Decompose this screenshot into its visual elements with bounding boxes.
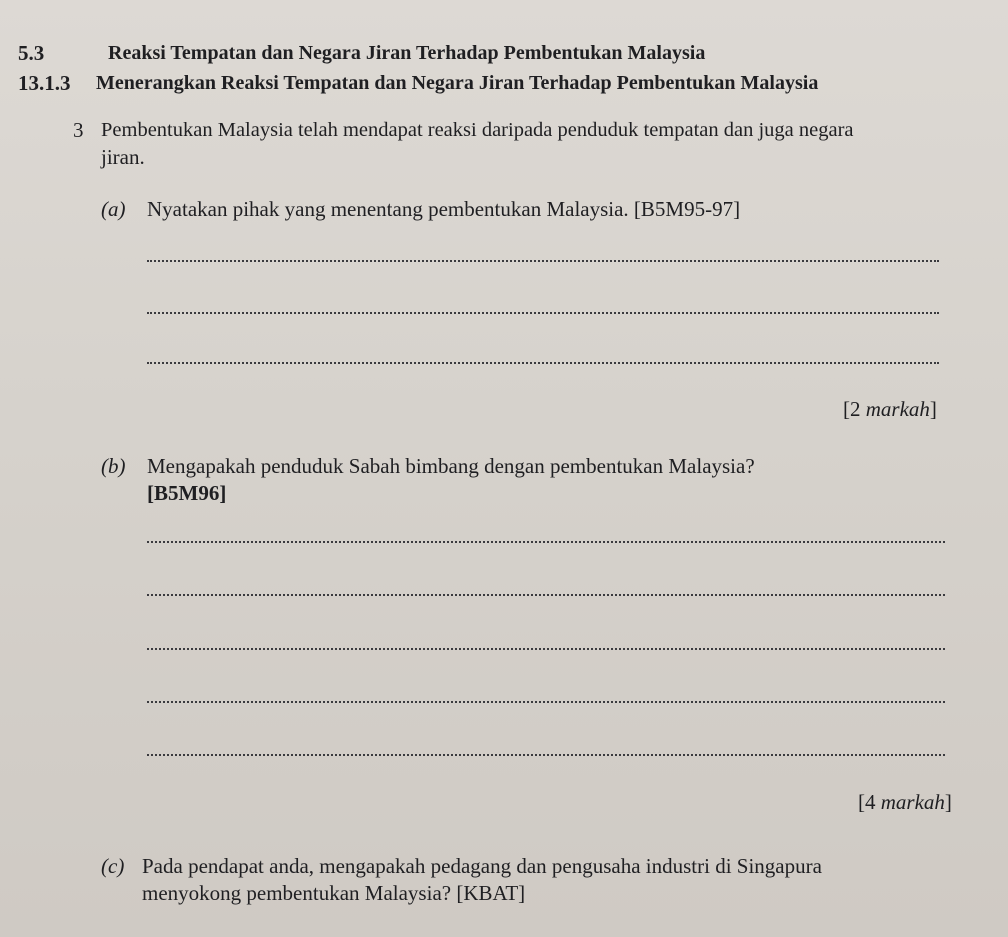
part-b-answer-line-5[interactable] [147,754,945,756]
part-b-answer-line-2[interactable] [147,594,945,596]
part-b-marks-text: [4 markah] [858,790,952,814]
part-b-question-line-1: Mengapakah penduduk Sabah bimbang dengan pembentukan Malaysia? [147,454,755,478]
subtopic-number: 5.3 [18,41,45,65]
part-b-label: (b) [101,454,126,478]
part-b-answer-line-4[interactable] [147,701,945,703]
part-c-question-line-2: menyokong pembentukan Malaysia? [KBAT] [142,881,526,905]
part-c-label: (c) [101,854,125,878]
part-a-marks [843,396,937,422]
standard-number: 13.1.3 [18,71,71,95]
part-a-answer-line-3[interactable] [147,362,939,364]
part-a-answer-line-1[interactable] [147,260,939,262]
part-b-answer-line-1[interactable] [147,541,945,543]
question-number: 3 [73,118,84,142]
standard-title: Menerangkan Reaksi Tempatan dan Negara Jiran Terhadap Pembentukan Malaysia [96,72,819,94]
part-a-question: Nyatakan pihak yang menentang pembentukan Malaysia. [B5M95-97] [147,197,741,221]
part-b-question-line-2: [B5M96] [147,481,227,505]
part-a-label: (a) [101,197,126,221]
question-stem-line-2: jiran. [101,145,145,169]
subtopic-title: Reaksi Tempatan dan Negara Jiran Terhadap Pembentukan Malaysia [108,42,706,64]
part-b-marks [858,789,952,815]
part-c-question-line-1: Pada pendapat anda, mengapakah pedagang dan pengusaha industri di Singapura [142,854,822,878]
part-a-answer-line-2[interactable] [147,312,939,314]
question-stem-line-1: Pembentukan Malaysia telah mendapat reaksi daripada penduduk tempatan dan juga negara [101,119,854,141]
part-a-marks-text: [2 markah] [843,397,937,421]
part-b-answer-line-3[interactable] [147,648,945,650]
